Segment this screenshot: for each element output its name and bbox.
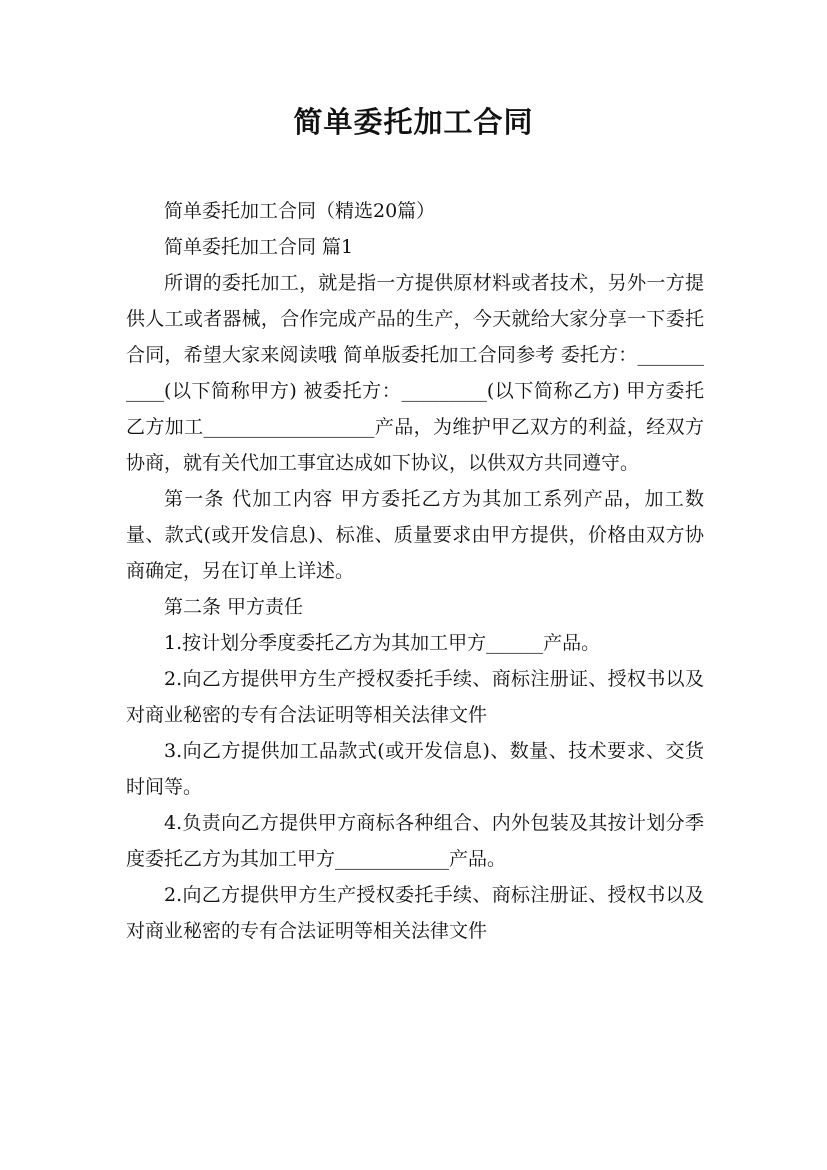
paragraph-item-3: 3.向乙方提供加工品款式(或开发信息)、数量、技术要求、交货时间等。 xyxy=(126,740,704,798)
document-body xyxy=(126,193,704,949)
document-title: 简单委托加工合同 xyxy=(293,105,534,139)
paragraph-item-2-repeat: 2.向乙方提供甲方生产授权委托手续、商标注册证、授权书以及对商业秘密的专有合法证明等相关法律文件 xyxy=(126,884,704,942)
paragraph-intro: 所谓的委托加工，就是指一方提供原材料或者技术，另外一方提供人工或者器械，合作完成产品的生产，今天就给大家分享一下委托合同，希望大家来阅读哦 简单版委托加工合同参考 委托方：___________(以下简称甲方) 被委托方：_________(以下简称乙方) 甲方委托乙方加工__________________产品，为维护甲乙双方的利益，经双方协商，就有关代加工事宜达成如下协议，以供双方共同遵守。 xyxy=(126,272,704,474)
paragraph-item-4: 4.负责向乙方提供甲方商标各种组合、内外包装及其按计划分季度委托乙方为其加工甲方____________产品。 xyxy=(126,812,704,870)
paragraph-item-2: 2.向乙方提供甲方生产授权委托手续、商标注册证、授权书以及对商业秘密的专有合法证明等相关法律文件 xyxy=(126,668,704,726)
paragraph-section-heading: 简单委托加工合同 篇1 xyxy=(164,236,354,258)
paragraph-subtitle: 简单委托加工合同（精选20篇） xyxy=(164,200,436,222)
paragraph-item-1: 1.按计划分季度委托乙方为其加工甲方______产品。 xyxy=(164,632,601,654)
paragraph-article-2-heading: 第二条 甲方责任 xyxy=(164,596,304,618)
paragraph-article-1: 第一条 代加工内容 甲方委托乙方为其加工系列产品，加工数量、款式(或开发信息)、标准、质量要求由甲方提供，价格由双方协商确定，另在订单上详述。 xyxy=(126,488,704,582)
